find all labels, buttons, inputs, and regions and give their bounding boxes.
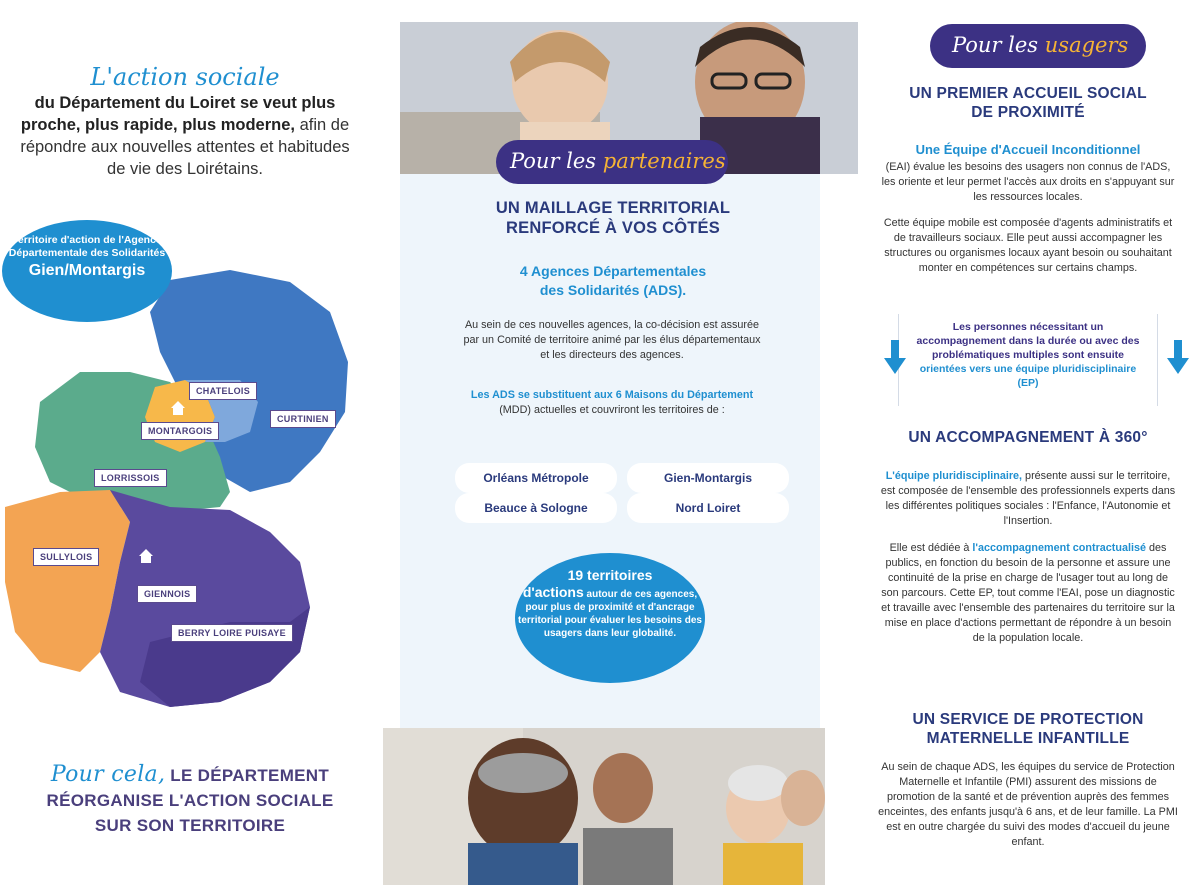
partners-pill-highlight: partenaires: [602, 149, 726, 173]
orientation-text-blue: orientées vers une équipe pluridisciplinaire (EP): [919, 363, 1137, 389]
middle-subheading-line1: 4 Agences Départementales: [519, 263, 707, 279]
eai-title: Une Équipe d'Accueil Inconditionnel: [915, 142, 1141, 157]
intro-bold: du Département du Loiret se veut plus proche, plus rapide, plus moderne,: [20, 94, 336, 134]
intro-text: [20, 62, 350, 180]
territory-bubble-name: Gien/Montargis: [28, 262, 146, 279]
map-label-chatelois: CHATELOIS: [189, 382, 257, 400]
eai-text: (EAI) évalue les besoins des usagers non connus de l'ADS, les oriente et leur permet l'accès aux droits en s'appuyant sur les ressources locales.: [881, 161, 1175, 203]
ep-text-body: présente aussi sur le territoire, est composée de l'ensemble des professionnels experts dans les différentes politiques sociales : l'Enfance, l'Autonomie et l'Insertion.: [880, 470, 1176, 527]
middle-subheading-line2: des Solidarités (ADS).: [539, 282, 687, 298]
middle-paragraph-1: Au sein de ces nouvelles agences, la co-décision est assurée par un Comité de territoire animé par les élus départementaux et les directeurs des agences.: [463, 319, 761, 361]
ep-text-2-b: l'accompagnement contractualisé: [972, 542, 1146, 554]
arrow-down-icon: [1167, 340, 1189, 374]
right-heading-1: [878, 84, 1178, 122]
orientation-text: Les personnes nécessitant un accompagnement dans la durée ou avec des problématiques multiples sont ensuite: [916, 321, 1140, 361]
partners-pill: [496, 140, 728, 184]
middle-subheading: [430, 262, 796, 300]
outro-line3: SUR SON TERRITOIRE: [94, 816, 286, 835]
right-heading-3-line2: MATERNELLE INFANTILLE: [926, 730, 1130, 747]
orientation-box-text: [908, 320, 1148, 390]
agency-gien-montargis: Gien-Montargis: [627, 463, 789, 493]
partners-pill-prefix: Pour les: [510, 149, 603, 173]
map-label-lorrissois: LORRISSOIS: [94, 469, 167, 487]
map-label-curtinien: CURTINIEN: [270, 410, 336, 428]
outro-line1: LE DÉPARTEMENT: [170, 766, 330, 785]
eai-text-2: Cette équipe mobile est composée d'agents administratifs et de travailleurs sociaux. Elle peut aussi accompagner les structures ou organismes locaux ayant besoin ou souhaitant monter en compétences sur certains champs.: [883, 217, 1173, 274]
arrow-down-icon: [884, 340, 906, 374]
ep-text-2-a: Elle est dédiée à: [889, 542, 973, 554]
territory-bubble-line: Territoire d'action de l'Agence Départementale des Solidarités: [8, 234, 166, 259]
map-label-sullylois: SULLYLOIS: [33, 548, 99, 566]
territory-bubble: [2, 220, 172, 322]
right-heading-2: UN ACCOMPAGNEMENT À 360°: [908, 429, 1148, 446]
agency-orleans: Orléans Métropole: [455, 463, 617, 493]
agency-nord-loiret: Nord Loiret: [627, 493, 789, 523]
circle-big1: 19 territoires: [567, 567, 653, 583]
circle-big2: d'actions: [522, 584, 584, 600]
outro-script: Pour cela,: [50, 762, 166, 787]
right-heading-1-line2: DE PROXIMITÉ: [971, 104, 1085, 121]
users-pill: [930, 24, 1146, 68]
ep-title: L'équipe pluridisciplinaire,: [885, 470, 1023, 482]
map-label-giennois: GIENNOIS: [137, 585, 197, 603]
circle-small: autour de ces agences, pour plus de proximité et d'ancrage territorial pour évaluer les besoins des usagers dans leur globalité.: [518, 589, 702, 639]
outro-line2: RÉORGANISE L'ACTION SOCIALE: [46, 791, 334, 810]
middle-heading-line2: RENFORCÉ À VOS CÔTÉS: [506, 219, 720, 237]
right-heading-3: [878, 710, 1178, 748]
right-heading-3-line1: UN SERVICE DE PROTECTION: [912, 711, 1144, 728]
home-icon: [138, 548, 154, 564]
outro-text: [40, 762, 340, 838]
intro-script-title: L'action sociale: [90, 63, 280, 91]
middle-paragraph-2-bold: Les ADS se substituent aux 6 Maisons du Département: [470, 389, 754, 401]
middle-heading: [430, 198, 796, 238]
users-pill-prefix: Pour les: [952, 33, 1045, 57]
home-icon: [170, 400, 186, 416]
right-heading-1-line1: UN PREMIER ACCUEIL SOCIAL: [909, 85, 1147, 102]
map-label-montargois: MONTARGOIS: [141, 422, 219, 440]
loiret-map: [0, 262, 372, 732]
users-pill-highlight: usagers: [1044, 33, 1129, 57]
ep-text-2: [878, 541, 1178, 646]
ep-text: [878, 469, 1178, 529]
ep-text-2-c: des publics, en fonction du besoin de la personne et assure une continuité de la prise en charge de l'usager tout au long de son parcours. Cette EP, tout comme l'EAI, pose un diagnostic et travaille avec l'ensemble des partenaires du territoire sur la mise en place d'actions permettant de répondre à un besoin de la population locale.: [881, 542, 1175, 644]
territories-circle: [515, 553, 705, 683]
intro-rest: afin de répondre aux nouvelles attentes et habitudes de vie des Loirétains.: [20, 116, 350, 178]
photo-seniors-family: [383, 728, 825, 885]
agency-beauce: Beauce à Sologne: [455, 493, 617, 523]
middle-paragraph-2-rest: (MDD) actuelles et couvriront les territoires de :: [499, 404, 725, 416]
middle-paragraph-2: [462, 388, 762, 418]
map-label-berry: BERRY LOIRE PUISAYE: [171, 624, 293, 642]
middle-heading-line1: UN MAILLAGE TERRITORIAL: [495, 199, 731, 217]
pmi-text: Au sein de chaque ADS, les équipes du service de Protection Maternelle et Infantile (PMI) assurent des missions de promotion de la santé et de prévention auprès des femmes enceintes, des enfants jusqu'à 6 ans, et de leur famille. La PMI est en outre chargée du suivi des modes d'accueil du jeune enfant.: [878, 761, 1178, 848]
